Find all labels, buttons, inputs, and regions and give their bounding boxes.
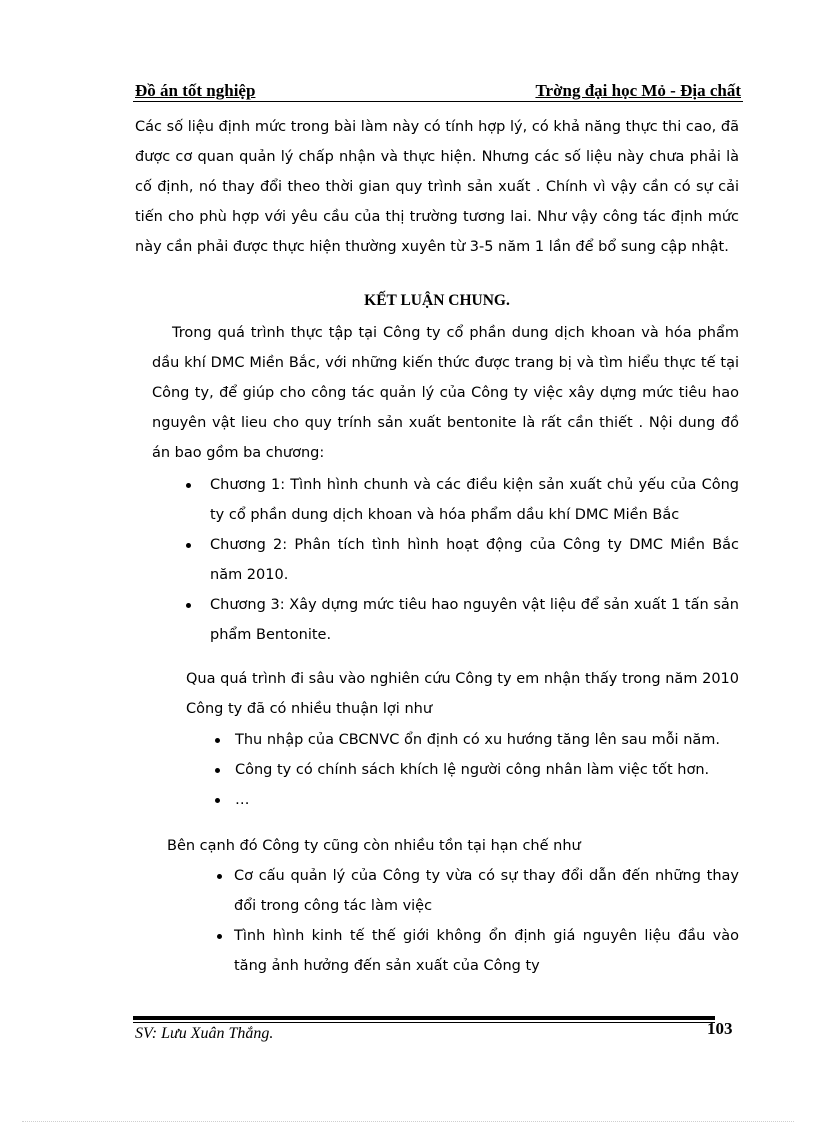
footer-student-name: SV: Lưu Xuân Thắng. <box>135 1025 274 1042</box>
section-title: KẾT LUẬN CHUNG. <box>364 292 510 309</box>
page-edge-divider <box>22 1121 794 1122</box>
bullet-icon <box>215 768 220 773</box>
list-item <box>235 755 739 785</box>
list-item <box>210 590 739 650</box>
paragraph-internship: Trong quá trình thực tập tại Công ty cổ phần dung dịch khoan và hóa phẩm dầu khí DMC Miền Bắc, với những kiến thức được trang bị và tìm hiểu thực tế tại Công ty, để giúp cho công tác quản lý của Công ty việc xây dựng mức tiêu hao nguyên vật lieu cho quy trính sản xuất bentonite là rất cần thiết . Nội dung đồ án bao gồm ba chương: <box>152 325 739 461</box>
advantages-list <box>235 725 739 815</box>
bullet-icon <box>186 543 191 548</box>
chapter-1-text: Chương 1: Tình hình chunh và các điều kiện sản xuất chủ yếu của Công ty cổ phần dung dịch khoan và hóa phẩm dầu khí DMC Miền Bắc <box>210 477 739 523</box>
header-university: Trờng đại học Mỏ - Địa chất <box>535 81 741 100</box>
chapter-3-text: Chương 3: Xây dựng mức tiêu hao nguyên vật liệu để sản xuất 1 tấn sản phẩm Bentonite. <box>210 597 739 643</box>
bullet-icon <box>215 738 220 743</box>
footer-divider-thin <box>133 1022 715 1023</box>
page-number: 103 <box>707 1019 733 1038</box>
list-item <box>235 725 739 755</box>
header-divider <box>133 101 743 102</box>
bullet-icon <box>217 934 222 939</box>
list-item <box>234 861 739 921</box>
list-item <box>210 530 739 590</box>
paragraph-limitations-intro: Bên cạnh đó Công ty cũng còn nhiều tồn tại hạn chế như <box>167 838 581 854</box>
bullet-icon <box>217 874 222 879</box>
chapter-list <box>210 470 739 650</box>
paragraph-advantages-intro: Qua quá trình đi sâu vào nghiên cứu Công ty em nhận thấy trong năm 2010 Công ty đã có nhiều thuận lợi như <box>186 671 739 717</box>
page-header <box>135 81 741 103</box>
bullet-icon <box>186 603 191 608</box>
limitations-list <box>234 861 739 981</box>
list-item <box>235 785 739 815</box>
header-thesis-title: Đồ án tốt nghiệp <box>135 81 256 100</box>
limitation-2-text: Tình hình kinh tế thế giới không ổn định giá nguyên liệu đầu vào tăng ảnh hưởng đến sản xuất của Công ty <box>234 928 739 974</box>
bullet-icon <box>215 798 220 803</box>
chapter-2-text: Chương 2: Phân tích tình hình hoạt động của Công ty DMC Miền Bắc năm 2010. <box>210 537 739 583</box>
advantage-2-text: Công ty có chính sách khích lệ người công nhân làm việc tốt hơn. <box>235 762 710 778</box>
advantage-1-text: Thu nhập của CBCNVC ổn định có xu hướng tăng lên sau mỗi năm. <box>235 732 721 748</box>
bullet-icon <box>186 483 191 488</box>
list-item <box>234 921 739 981</box>
advantage-3-text: … <box>235 792 250 808</box>
paragraph-norms: Các số liệu định mức trong bài làm này có tính hợp lý, có khả năng thực thi cao, đã được cơ quan quản lý chấp nhận và thực hiện. Nhưng các số liệu này chưa phải là cố định, nó thay đổi theo thời gian quy trình sản xuất . Chính vì vậy cần có sự cải tiến cho phù hợp với yêu cầu của thị trường tương lai. Như vậy công tác định mức này cần phải được thực hiện thường xuyên từ 3-5 năm 1 lần để bổ sung cập nhật. <box>135 119 739 255</box>
limitation-1-text: Cơ cấu quản lý của Công ty vừa có sự thay đổi dẫn đến những thay đổi trong công tác làm việc <box>234 868 739 914</box>
list-item <box>210 470 739 530</box>
footer-divider-thick <box>133 1016 715 1020</box>
